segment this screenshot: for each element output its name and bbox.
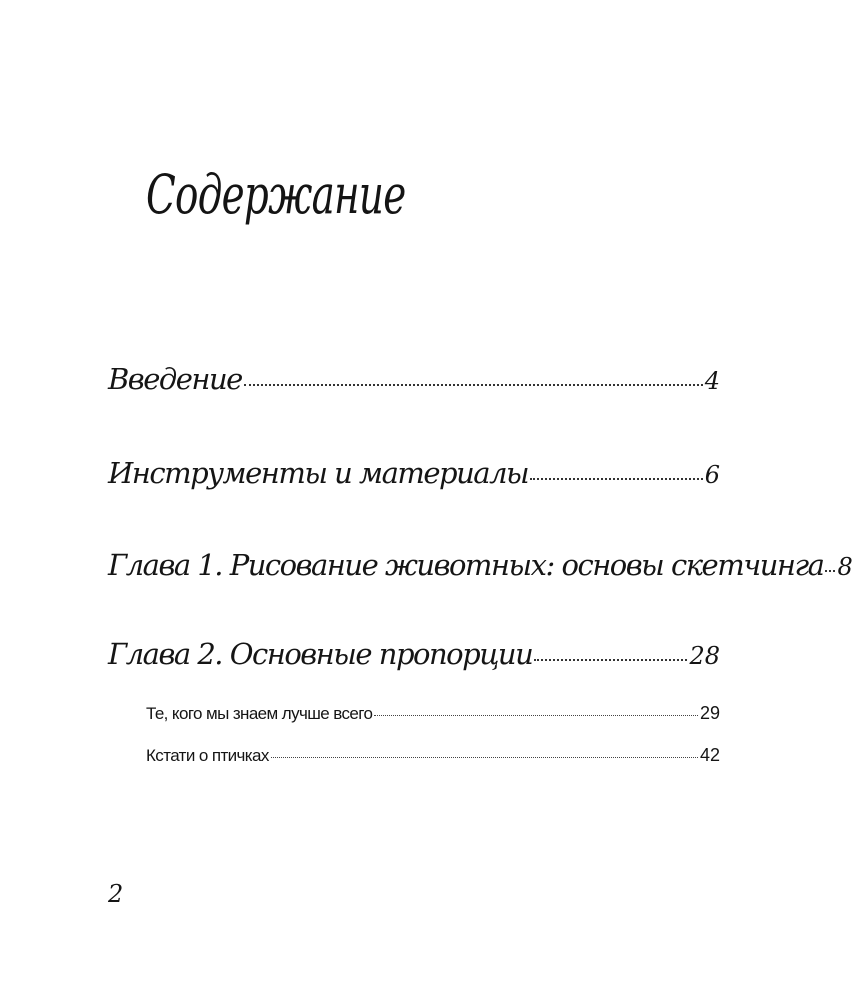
toc-subentry-best-known[interactable] xyxy=(146,703,720,727)
toc-subentry-page-number: 42 xyxy=(699,745,720,765)
dot-leader xyxy=(534,659,687,661)
toc-entry-tools-and-materials[interactable] xyxy=(108,456,720,496)
toc-subentry-birds[interactable] xyxy=(146,745,720,769)
toc-entry-introduction[interactable] xyxy=(108,362,720,402)
toc-entry-chapter-2[interactable] xyxy=(108,637,720,677)
toc-entry-label: Глава 2. Основные пропорции xyxy=(108,637,533,671)
toc-entry-label: Глава 1. Рисование животных: основы скетчинга xyxy=(108,548,824,582)
dot-leader xyxy=(530,478,703,480)
toc-subentry-label: Кстати о птичках xyxy=(146,746,269,765)
toc-subentry-label: Те, кого мы знаем лучше всего xyxy=(146,704,373,723)
dot-leader xyxy=(374,715,698,716)
dot-leader xyxy=(271,757,698,758)
toc-entry-page-number: 6 xyxy=(704,461,720,489)
toc-entry-page-number: 8 xyxy=(837,553,853,581)
toc-entry-label: Инструменты и материалы xyxy=(108,456,529,490)
toc-entry-chapter-1[interactable] xyxy=(108,548,853,588)
toc-entry-label: Введение xyxy=(108,362,242,396)
page-number: 2 xyxy=(108,880,124,908)
page-title: Содержание xyxy=(146,163,406,226)
dot-leader xyxy=(825,570,835,572)
toc-entry-page-number: 28 xyxy=(689,642,720,670)
toc-entry-page-number: 4 xyxy=(704,367,720,395)
dot-leader xyxy=(244,384,703,386)
toc-subentry-page-number: 29 xyxy=(699,703,720,723)
